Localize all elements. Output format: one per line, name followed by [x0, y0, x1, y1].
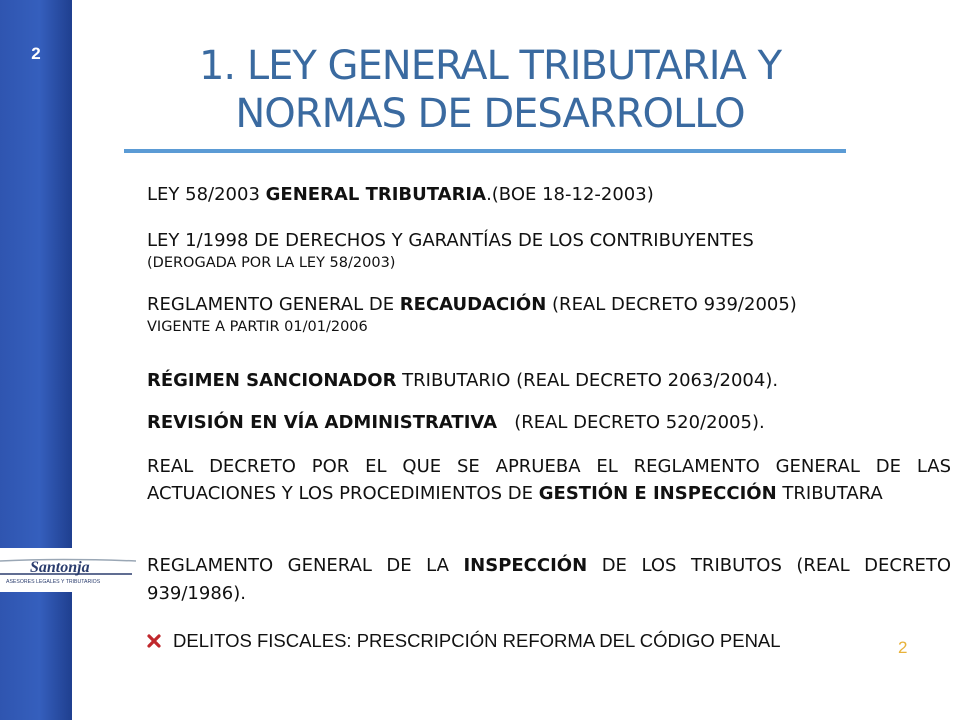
svg-text:ASESORES LEGALES Y TRIBUTARIOS: ASESORES LEGALES Y TRIBUTARIOS	[6, 579, 101, 585]
item-reglamento-inspeccion: REGLAMENTO GENERAL DE LA INSPECCIÓN DE LOS TRIBUTOS (REAL DECRETO 939/1986).	[147, 555, 951, 604]
item-delitos-fiscales: DELITOS FISCALES: PRESCRIPCIÓN REFORMA DEL CÓDIGO PENAL	[147, 628, 907, 654]
title-line-2: NORMAS DE DESARROLLO	[235, 91, 745, 137]
footer-page-number: 2	[898, 638, 908, 657]
item-ley-1-1998: LEY 1/1998 DE DERECHOS Y GARANTÍAS DE LOS CONTRIBUYENTES (DEROGADA POR LA LEY 58/2003)	[147, 230, 754, 271]
santonja-logo	[0, 548, 136, 592]
item-ley-58-2003: LEY 58/2003 GENERAL TRIBUTARIA.(BOE 18-12-2003)	[147, 184, 654, 205]
item-reglamento-recaudacion: REGLAMENTO GENERAL DE RECAUDACIÓN (REAL DECRETO 939/2005) VIGENTE A PARTIR 01/01/2006	[147, 294, 797, 335]
item-revision-administrativa: REVISIÓN EN VÍA ADMINISTRATIVA (REAL DECRETO 520/2005).	[147, 412, 765, 433]
svg-text:Santonja: Santonja	[30, 559, 90, 576]
left-sidebar-band	[0, 0, 72, 720]
title-underline	[124, 149, 846, 153]
page-number: 2	[31, 44, 41, 63]
title-line-1: 1. LEY GENERAL TRIBUTARIA Y	[198, 43, 782, 89]
item-regimen-sancionador: RÉGIMEN SANCIONADOR TRIBUTARIO (REAL DECRETO 2063/2004).	[147, 370, 779, 391]
item-gestion-inspeccion: REAL DECRETO POR EL QUE SE APRUEBA EL REGLAMENTO GENERAL DE LAS ACTUACIONES Y LOS PROCEDIMIENTOS DE GESTIÓN E INSPECCIÓN TRIBUTARA	[147, 456, 951, 504]
x-mark-icon	[147, 629, 161, 643]
page-title	[140, 42, 840, 138]
